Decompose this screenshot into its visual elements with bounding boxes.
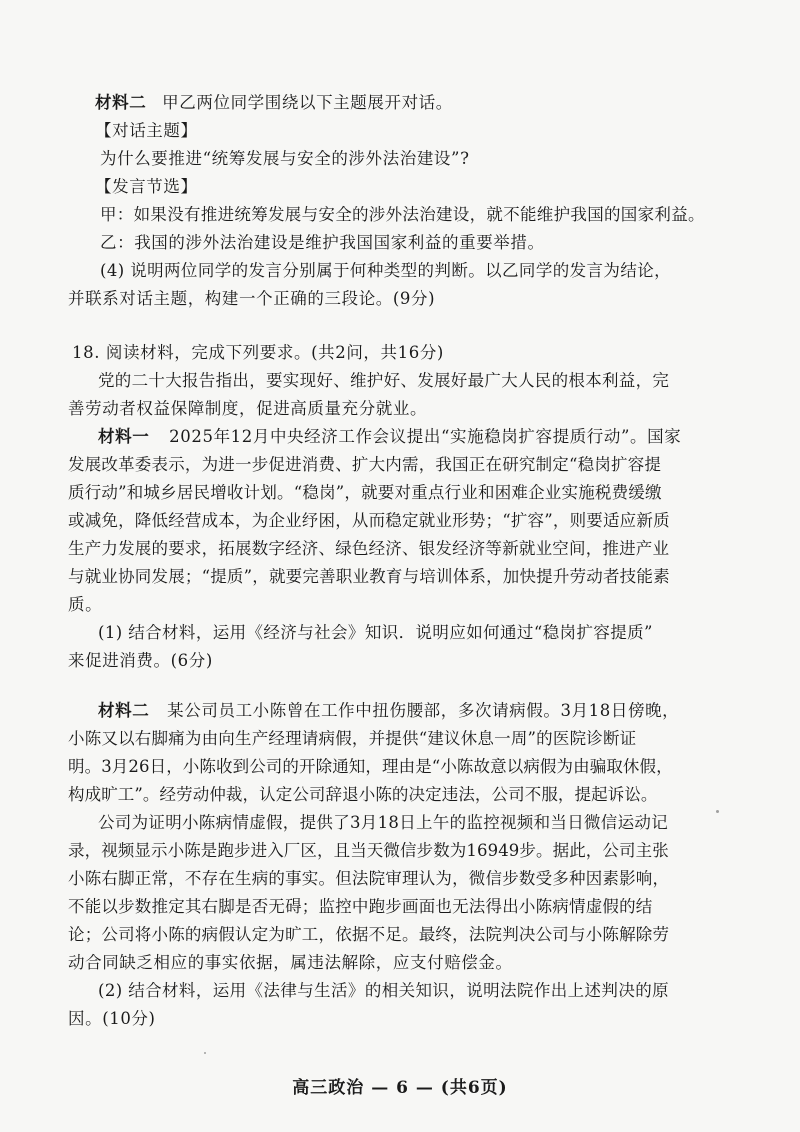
question-2-line-2: 因。(10分) (68, 1009, 156, 1028)
question-4-line-2: 并联系对话主题，构建一个正确的三段论。(9分) (68, 289, 436, 308)
topic-heading: 【对话主题】 (95, 121, 198, 140)
material2-p1-line-4: 构成旷工”。经劳动仲裁，认定公司辞退小陈的决定违法，公司不服，提起诉讼。 (68, 785, 658, 804)
material-label: 材料一 (98, 427, 150, 446)
material1-line-7: 质。 (68, 595, 103, 614)
q18-intro-line-1: 党的二十大报告指出，要实现好、维护好、发展好最广大人民的根本利益，完 (98, 371, 670, 390)
topic-text: 为什么要推进“统筹发展与安全的涉外法治建设”? (100, 149, 470, 168)
question-18-header: 18. 阅读材料，完成下列要求。(共2问，共16分) (72, 343, 444, 362)
scan-speck (716, 810, 719, 813)
speech-jia: 甲：如果没有推进统筹发展与安全的涉外法治建设，就不能维护我国的国家利益。 (100, 205, 705, 224)
material-label: 材料二 (98, 701, 150, 720)
question-1-line-2: 来促进消费。(6分) (68, 651, 213, 670)
speech-heading: 【发言节选】 (95, 177, 198, 196)
q18-intro-line-2: 善劳动者权益保障制度，促进高质量充分就业。 (68, 399, 428, 418)
speech-yi: 乙：我国的涉外法治建设是维护我国国家利益的重要举措。 (100, 233, 545, 252)
material-label: 材料二 (95, 93, 147, 112)
material2-p1-line-3: 明。3月26日，小陈收到公司的开除通知，理由是“小陈故意以病假为由骗取休假， (68, 757, 673, 776)
material1-line-5: 生产力发展的要求，拓展数字经济、绿色经济、银发经济等新就业空间，推进产业 (68, 539, 670, 558)
material2-p2-line-4: 不能以步数推定其右脚是否无碍；监控中跑步画面也无法得出小陈病情虚假的结 (68, 897, 653, 916)
material2-p2-line-6: 动合同缺乏相应的事实依据，属违法解除，应支付赔偿金。 (68, 953, 513, 972)
question-1-line-1: (1) 结合材料，运用《经济与社会》知识．说明应如何通过“稳岗扩容提质” (98, 623, 653, 642)
material-text: 2025年12月中央经济工作会议提出“实施稳岗扩容提质行动”。国家 (169, 427, 682, 446)
question-2-line-1: (2) 结合材料，运用《法律与生活》的相关知识，说明法院作出上述判决的原 (98, 981, 670, 1000)
material1-line-4: 或减免，降低经营成本，为企业纾困，从而稳定就业形势；“扩容”，则要适应新质 (68, 511, 670, 530)
material2-p2-line-3: 小陈右脚正常，不存在生病的事实。但法院审理认为，微信步数受多种因素影响， (68, 869, 670, 888)
material1-line-1 (98, 426, 681, 448)
question-4-line-1: (4) 说明两位同学的发言分别属于何种类型的判断。以乙同学的发言为结论， (100, 261, 672, 280)
material2-p1-line-1 (98, 700, 679, 722)
material-text: 甲乙两位同学围绕以下主题展开对话。 (162, 93, 453, 112)
scan-speck (204, 1052, 206, 1054)
material1-line-3: 质行动”和城乡居民增收计划。“稳岗”，就要对重点行业和困难企业实施税费缓缴 (68, 483, 662, 502)
material1-line-2: 发展改革委表示，为进一步促进消费、扩大内需，我国正在研究制定“稳岗扩容提 (68, 455, 662, 474)
material1-line-6: 与就业协同发展；“提质”，就要完善职业教育与培训体系，加快提升劳动者技能素 (68, 567, 670, 586)
page-footer: 高三政治 — 6 — (共6页) (292, 1078, 508, 1098)
material2-p1-line-2: 小陈又以右脚痛为由向生产经理请病假，并提供“建议休息一周”的医院诊断证 (68, 729, 637, 748)
material-text: 某公司员工小陈曾在工作中扭伤腰部，多次请病假。3月18日傍晚， (167, 701, 680, 720)
material2-intro (95, 92, 453, 114)
material2-p2-line-2: 录，视频显示小陈是跑步进入厂区，且当天微信步数为16949步。据此，公司主张 (68, 841, 669, 860)
material2-p2-line-5: 论；公司将小陈的病假认定为旷工，依据不足。最终，法院判决公司与小陈解除劳 (68, 925, 670, 944)
material2-p2-line-1: 公司为证明小陈病情虚假，提供了3月18日上午的监控视频和当日微信运动记 (98, 813, 668, 832)
